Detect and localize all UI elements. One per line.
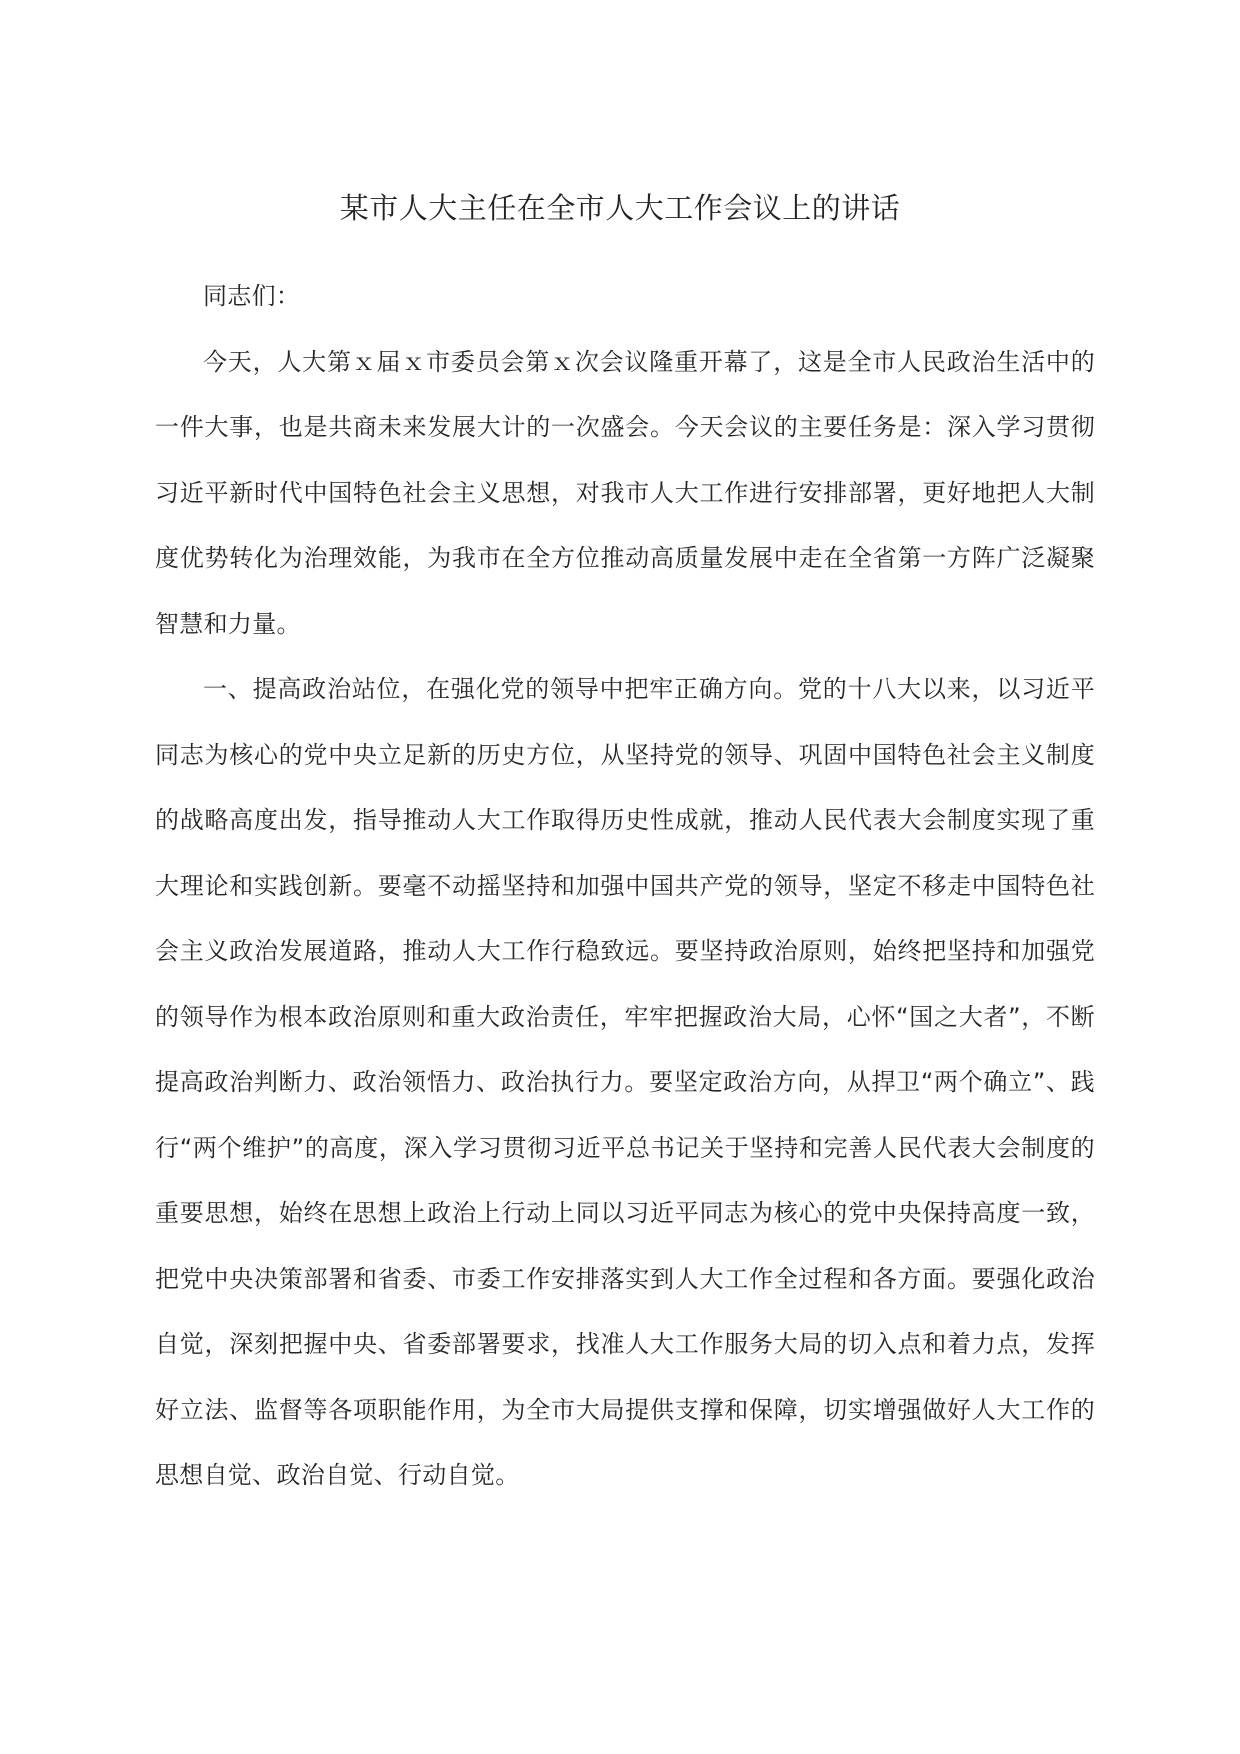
document-body [155,264,1095,1509]
document-title: 某市人大主任在全市人大工作会议上的讲话 [339,191,901,225]
salutation: 同志们： [203,282,301,310]
paragraph-opening: 今天，人大第ｘ届ｘ市委员会第ｘ次会议隆重开幕了，这是全市人民政治生活中的一件大事，也是共商未来发展大计的一次盛会。今天会议的主要任务是：深入学习贯彻习近平新时代中国特色社会主义思想，对我市人大工作进行安排部署，更好地把人大制度优势转化为治理效能，为我市在全方位推动高质量发展中走在全省第一方阵广泛凝聚智慧和力量。 [155,347,1095,638]
paragraph-section-one: 一、提高政治站位，在强化党的领导中把牢正确方向。党的十八大以来，以习近平同志为核心的党中央立足新的历史方位，从坚持党的领导、巩固中国特色社会主义制度的战略高度出发，指导推动人大工作取得历史性成就，推动人民代表大会制度实现了重大理论和实践创新。要毫不动摇坚持和加强中国共产党的领导，坚定不移走中国特色社会主义政治发展道路，推动人大工作行稳致远。要坚持政治原则，始终把坚持和加强党的领导作为根本政治原则和重大政治责任，牢牢把握政治大局，心怀“国之大者”，不断提高政治判断力、政治领悟力、政治执行力。要坚定政治方向，从捍卫“两个确立”、践行“两个维护”的高度，深入学习贯彻习近平总书记关于坚持和完善人民代表大会制度的重要思想，始终在思想上政治上行动上同以习近平同志为核心的党中央保持高度一致，把党中央决策部署和省委、市委工作安排落实到人大工作全过程和各方面。要强化政治自觉，深刻把握中央、省委部署要求，找准人大工作服务大局的切入点和着力点，发挥好立法、监督等各项职能作用，为全市大局提供支撑和保障，切实增强做好人大工作的思想自觉、政治自觉、行动自觉。 [155,675,1095,1489]
